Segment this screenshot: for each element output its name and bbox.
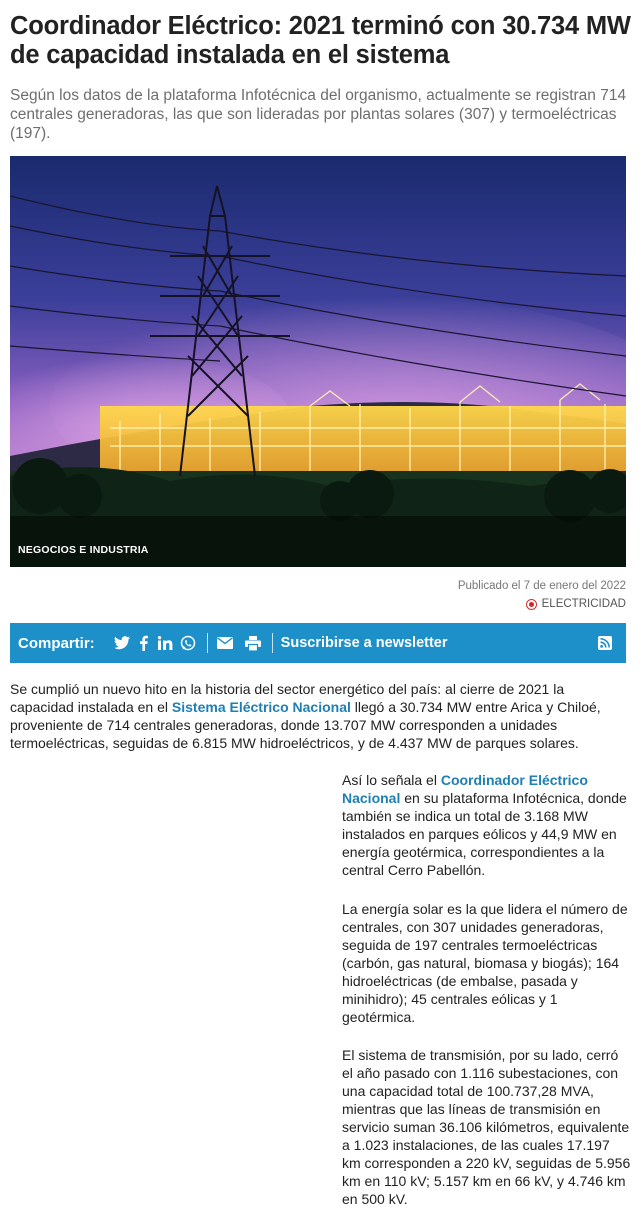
divider [272,633,273,653]
publish-date: Publicado el 7 de enero del 2022 [457,580,626,592]
power-tower-photo [10,156,626,567]
linkedin-icon[interactable] [157,634,175,652]
article-paragraph: La energía solar es la que lidera el número de centrales, con 307 unidades generadoras, seguida de 197 centrales termoeléctricas (carbón, gas natural, biomasa y biogás); 164 hidroeléctricas (de embalse, pasada y minihidro); 45 centrales eólicas y 1 geotérmica. [342,901,628,1025]
twitter-icon[interactable] [113,634,131,652]
article-title: Coordinador Eléctrico: 2021 terminó con 30.734 MW de capacidad instalada en el sistema [10,12,631,69]
whatsapp-icon[interactable] [179,634,197,652]
image-category-tag[interactable]: NEGOCIOS E INDUSTRIA [18,544,149,556]
link-coordinador-electrico-nacional[interactable]: Coordinador Eléctrico Nacional [342,772,588,806]
category-label: ELECTRICIDAD [541,598,626,610]
category-link[interactable] [526,598,626,610]
rss-icon[interactable] [596,634,614,652]
divider [207,633,208,653]
facebook-icon[interactable] [135,634,153,652]
bullet-icon [526,599,537,610]
newsletter-link[interactable]: Suscribirse a newsletter [280,635,448,651]
mail-icon[interactable] [216,634,234,652]
share-bar [10,623,626,663]
hero-image [10,156,626,567]
article-paragraph: El sistema de transmisión, por su lado, cerró el año pasado con 1.116 subestaciones, con una capacidad total de 100.737,28 MVA, mientras que las líneas de transmisión en servicio suman 36.106 kilómetros, equivalente a 1.023 instalaciones, de las cuales 17.197 km corresponden a 220 kV, seguidas de 5.956 km en 110 kV; 5.157 km en 66 kV, y 4.746 km en 500 kV. [342,1047,631,1207]
share-label: Compartir: [18,634,95,652]
link-sistema-electrico-nacional[interactable]: Sistema Eléctrico Nacional [171,699,351,715]
article-subtitle: Según los datos de la plataforma Infotécnica del organismo, actualmente se registran 714 centrales generadoras, las que son lideradas por plantas solares (307) y termoeléctricas (197). [10,87,627,142]
article-paragraph: Así lo señala el Coordinador Eléctrico Nacional en su plataforma Infotécnica, donde también se indica un total de 3.168 MW instalados en parques eólicos y 44,9 MW en energía geotérmica, correspondientes a la central Cerro Pabellón. [342,772,627,878]
article-paragraph: Se cumplió un nuevo hito en la historia del sector energético del país: al cierre de 2021 la capacidad instalada en el Sistema Eléctrico Nacional llegó a 30.734 MW entre Arica y Chiloé, proveniente de 714 centrales generadoras, donde 13.707 MW corresponden a unidades termoeléctricas, seguidas de 6.815 MW hidroeléctricos, y de 4.437 MW de parques solares. [10,681,601,751]
print-icon[interactable] [244,634,262,652]
